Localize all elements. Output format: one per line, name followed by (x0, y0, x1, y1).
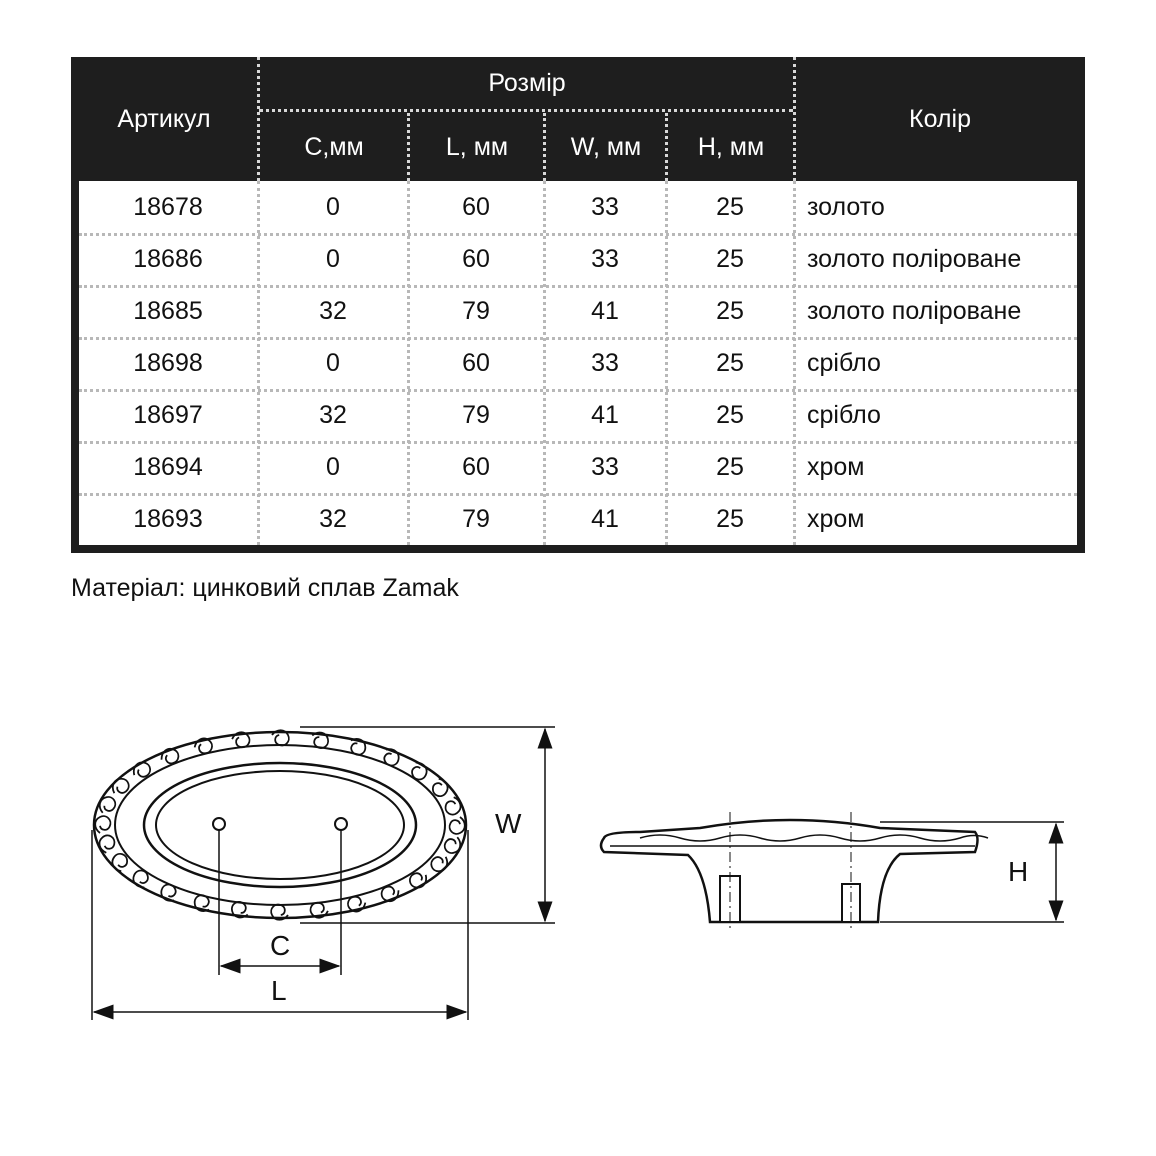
cell-w: 33 (591, 348, 619, 377)
inner-frame (144, 763, 416, 887)
cell-l: 60 (462, 348, 490, 377)
header-w: W, мм (570, 132, 642, 161)
dimension-c-label: C (270, 930, 291, 961)
header-article: Артикул (117, 104, 211, 133)
header-l: L, мм (445, 132, 509, 161)
cell-color: золото поліроване (807, 244, 1022, 273)
cell-h: 25 (716, 452, 744, 481)
cell-l: 79 (462, 504, 490, 533)
cell-article: 18693 (133, 504, 203, 533)
cell-c: 0 (326, 452, 340, 481)
cell-l: 60 (462, 452, 490, 481)
header-c: C,мм (304, 132, 364, 161)
cell-l: 60 (462, 192, 490, 221)
cell-h: 25 (716, 296, 744, 325)
cell-c: 0 (326, 348, 340, 377)
side-view-drawing (601, 812, 1064, 932)
mount-hole (213, 818, 225, 830)
cell-color: хром (807, 504, 865, 533)
cell-h: 25 (716, 192, 744, 221)
cell-color: золото (807, 192, 885, 221)
cell-w: 33 (591, 452, 619, 481)
cell-h: 25 (716, 400, 744, 429)
dimension-l-label: L (271, 975, 287, 1006)
outer-outline (94, 732, 466, 918)
cell-color: срібло (807, 348, 881, 377)
cell-c: 32 (319, 504, 347, 533)
dimension-w-label: W (495, 808, 522, 839)
cell-w: 41 (591, 504, 619, 533)
header-h: H, мм (697, 132, 765, 161)
cell-l: 60 (462, 244, 490, 273)
cell-w: 41 (591, 296, 619, 325)
cell-l: 79 (462, 400, 490, 429)
cell-color: срібло (807, 400, 881, 429)
cell-color: хром (807, 452, 865, 481)
cell-color: золото поліроване (807, 296, 1022, 325)
mount-hole (335, 818, 347, 830)
cell-article: 18694 (133, 452, 203, 481)
cell-w: 33 (591, 244, 619, 273)
scroll-band (115, 745, 445, 905)
cell-article: 18698 (133, 348, 203, 377)
cell-h: 25 (716, 244, 744, 273)
cell-h: 25 (716, 348, 744, 377)
top-view-drawing (92, 727, 555, 1020)
cell-w: 41 (591, 400, 619, 429)
cell-c: 32 (319, 296, 347, 325)
cell-article: 18685 (133, 296, 203, 325)
cell-article: 18686 (133, 244, 203, 273)
cell-c: 0 (326, 244, 340, 273)
cell-c: 0 (326, 192, 340, 221)
cell-w: 33 (591, 192, 619, 221)
cell-l: 79 (462, 296, 490, 325)
header-color: Колір (909, 104, 971, 133)
inner-field (156, 771, 404, 879)
cell-article: 18678 (133, 192, 203, 221)
material-note: Матеріал: цинковий сплав Zamak (71, 574, 459, 602)
cell-article: 18697 (133, 400, 203, 429)
dimension-h-label: H (1008, 856, 1029, 887)
header-size: Розмір (488, 68, 566, 97)
cell-h: 25 (716, 504, 744, 533)
cell-c: 32 (319, 400, 347, 429)
